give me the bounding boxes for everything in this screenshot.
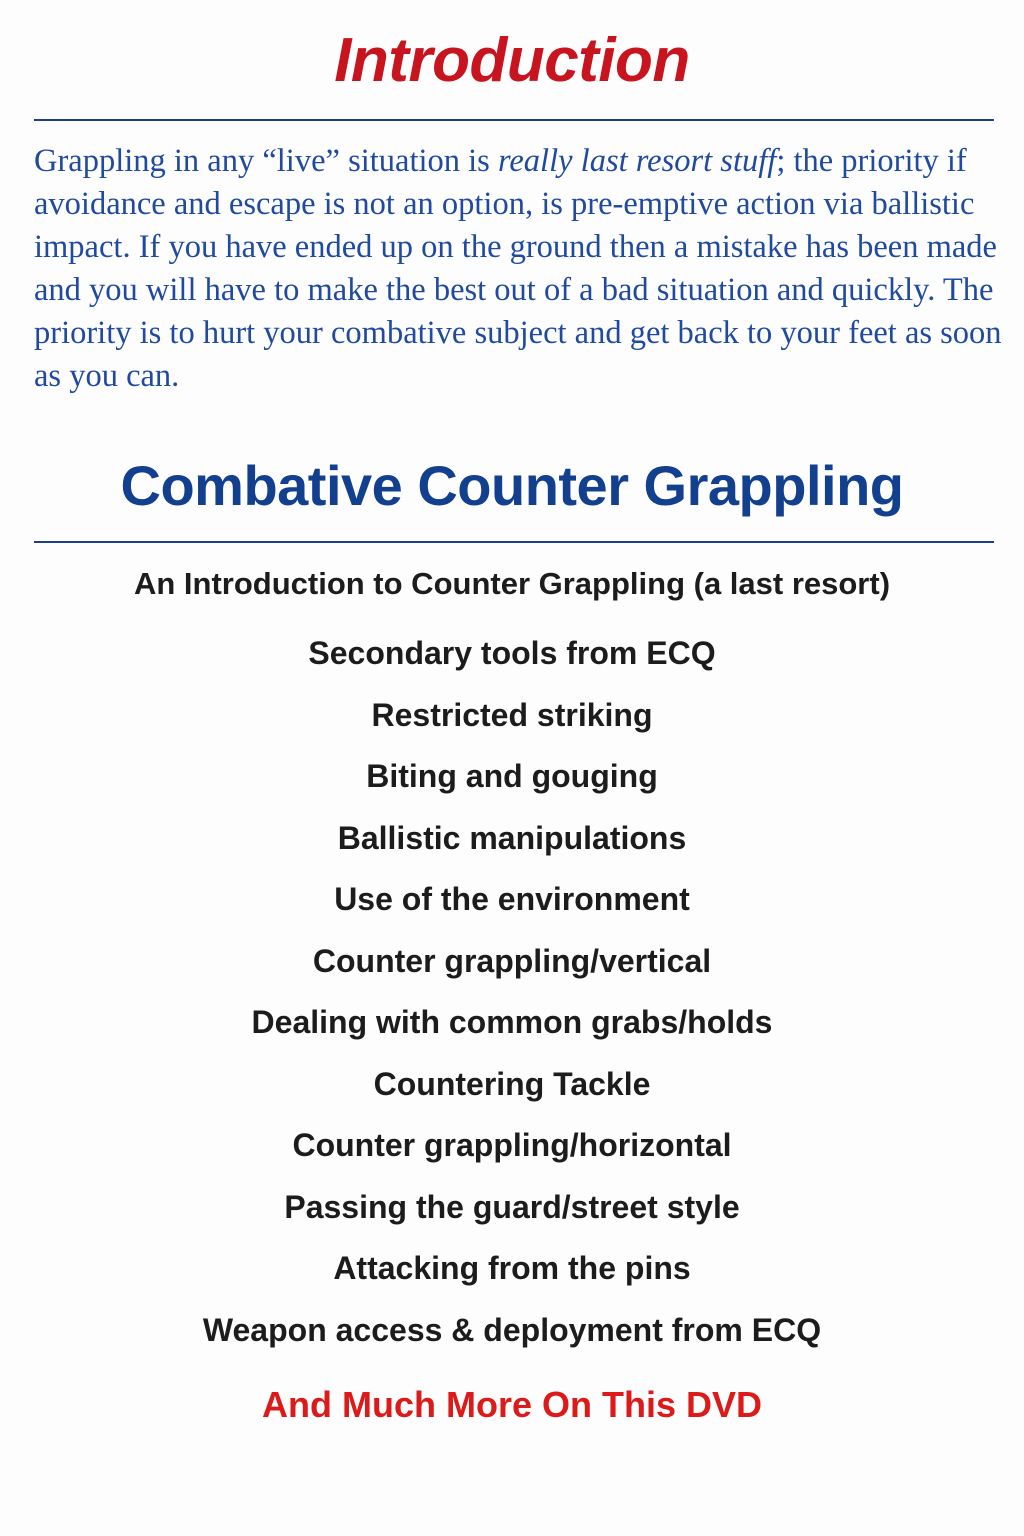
topic-item: Use of the environment (334, 881, 690, 917)
divider-line (34, 541, 994, 543)
topic-item: Countering Tackle (373, 1065, 651, 1102)
topic-item: Attacking from the pins (333, 1250, 691, 1286)
topic-item: Dealing with common grabs/holds (251, 1004, 773, 1040)
section-subtitle: An Introduction to Counter Grappling (a last resort) (133, 566, 891, 601)
topic-item: Counter grappling/horizontal (292, 1127, 732, 1163)
introduction-paragraph (34, 140, 1004, 398)
topic-list (0, 631, 1024, 1369)
introduction-heading: Introduction (334, 26, 690, 95)
topic-item: Counter grappling/vertical (312, 942, 712, 979)
intro-text-start: Grappling in any “live” situation is (34, 143, 498, 179)
topic-item: Secondary tools from ECQ (308, 635, 716, 671)
topic-item: Ballistic manipulations (337, 819, 687, 856)
topic-item: Biting and gouging (366, 758, 658, 794)
divider-line (34, 119, 994, 121)
intro-text-emphasis: really last resort stuff (497, 143, 777, 179)
topic-item: Passing the guard/street style (284, 1188, 740, 1225)
intro-text-end: ; the priority if avoidance and escape is not an option, is pre-emptive action via ballistic impact. If you have ended up on the ground then a mistake has been made and you will have to make the best out of a bad situation and quickly. The priority is to hurt your combative subject and get back to your feet as soon as you can. (34, 143, 1002, 394)
footer-tagline: And Much More On This DVD (262, 1384, 762, 1425)
topic-item: Restricted striking (371, 696, 653, 733)
section-heading: Combative Counter Grappling (120, 454, 904, 517)
topic-item: Weapon access & deployment from ECQ (202, 1311, 822, 1348)
